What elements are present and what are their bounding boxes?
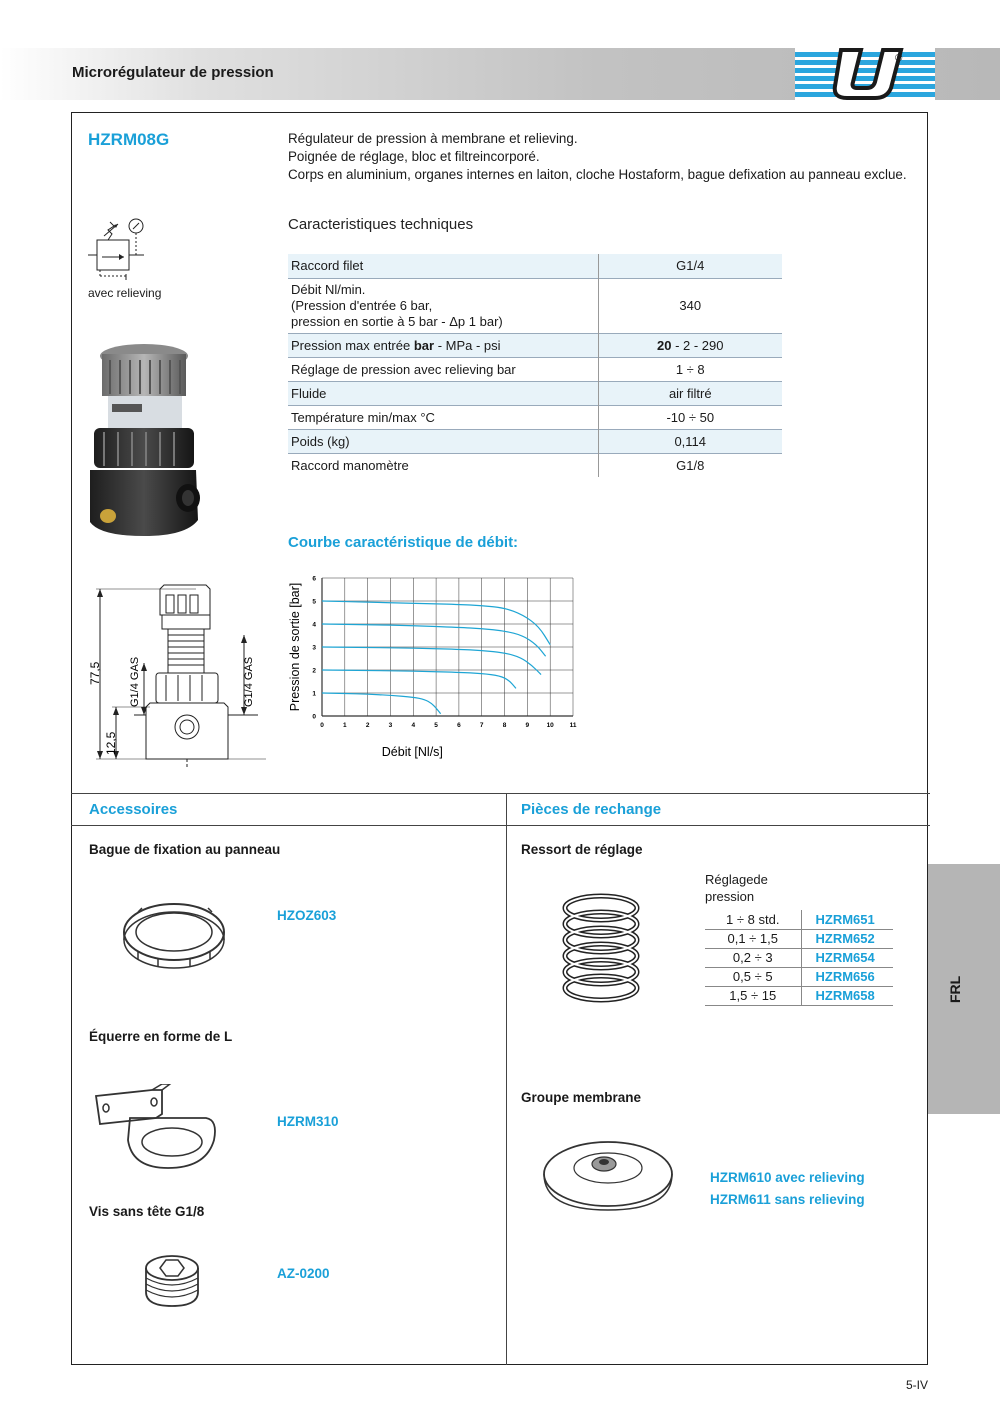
divider — [506, 793, 507, 1365]
table-row — [705, 929, 893, 948]
flow-chart — [282, 566, 582, 766]
y-tick-label: 1 — [312, 690, 316, 698]
description-line: Corps en aluminium, organes internes en laiton, cloche Hostaform, bague defixation au panneau exclue. — [288, 167, 907, 182]
x-tick-label: 6 — [457, 722, 461, 729]
symbol-label: avec relieving — [88, 286, 162, 300]
x-tick-label: 8 — [502, 722, 507, 729]
table-row — [288, 405, 782, 429]
description-line: Régulateur de pression à membrane et relieving. — [288, 131, 578, 146]
dimension-port-right: G1/4 GAS — [243, 656, 255, 707]
series-line — [322, 624, 546, 656]
table-row — [288, 254, 782, 278]
spec-value: air filtré — [598, 381, 782, 405]
spec-value: 1 ÷ 8 — [598, 357, 782, 381]
dimension-height: 77,5 — [88, 661, 102, 685]
y-tick-label: 3 — [312, 644, 316, 652]
x-tick-label: 3 — [388, 722, 393, 729]
x-tick-label: 4 — [411, 722, 416, 729]
specs-table — [288, 254, 782, 477]
x-tick-label: 5 — [434, 722, 438, 729]
spring-range: 1,5 ÷ 15 — [705, 986, 801, 1005]
spec-value: 340 — [598, 278, 782, 333]
table-row — [288, 357, 782, 381]
table-row — [705, 910, 893, 929]
brand-logo — [795, 48, 935, 100]
spec-label — [288, 278, 598, 333]
product-description — [288, 130, 912, 184]
spring-icon — [556, 890, 646, 1020]
table-row — [705, 948, 893, 967]
spec-value-rest: - 2 - 290 — [671, 337, 724, 353]
table-row — [288, 429, 782, 453]
spring-table-head — [705, 871, 768, 905]
chart-title: Courbe caractéristique de débit: — [288, 534, 519, 551]
y-tick-label: 5 — [312, 598, 316, 606]
dimension-drawing — [86, 575, 276, 775]
part-name: Groupe membrane — [521, 1090, 642, 1105]
accessory-code: HZRM310 — [277, 1114, 339, 1129]
spec-label-line: pression en sortie à 5 bar - Δp 1 bar) — [291, 313, 503, 329]
set-screw-icon — [140, 1252, 204, 1310]
y-tick-label: 6 — [312, 575, 316, 583]
page-title: Microrégulateur de pression — [72, 64, 274, 81]
dimension-port-left: G1/4 GAS — [129, 656, 141, 707]
divider — [71, 793, 930, 794]
x-tick-label: 7 — [479, 722, 484, 729]
accessory-code: HZOZ603 — [277, 908, 337, 923]
regulator-symbol-icon — [88, 212, 148, 284]
spring-code: HZRM656 — [801, 967, 893, 986]
product-code: HZRM08G — [88, 130, 170, 149]
table-row — [705, 967, 893, 986]
part-name: Ressort de réglage — [521, 842, 643, 857]
spec-label: Température min/max °C — [291, 409, 435, 425]
spring-range: 0,1 ÷ 1,5 — [705, 929, 801, 948]
table-row — [288, 453, 782, 477]
l-bracket-icon — [90, 1084, 220, 1174]
spring-head-line: Réglagede — [705, 872, 768, 887]
y-tick-label: 0 — [312, 713, 316, 721]
membrane-icon — [538, 1132, 678, 1214]
spring-code: HZRM654 — [801, 948, 893, 967]
spring-head-line: pression — [705, 889, 755, 904]
spec-value — [598, 333, 782, 357]
spring-range: 1 ÷ 8 std. — [705, 910, 801, 929]
accessory-name: Équerre en forme de L — [89, 1029, 233, 1044]
y-axis-label: Pression de sortie [bar] — [288, 582, 302, 712]
divider — [71, 825, 930, 826]
product-photo — [86, 340, 246, 540]
x-tick-label: 0 — [320, 722, 324, 729]
series-line — [322, 670, 516, 688]
membrane-code: HZRM611 sans relieving — [710, 1192, 865, 1207]
spring-code: HZRM658 — [801, 986, 893, 1005]
spec-label: Réglage de pression avec relieving bar — [291, 361, 516, 377]
spec-label-line: (Pression d'entrée 6 bar, — [291, 297, 433, 313]
y-tick-label: 4 — [312, 621, 316, 629]
accessories-title: Accessoires — [89, 801, 178, 818]
series-line — [322, 693, 441, 714]
spring-code: HZRM651 — [801, 910, 893, 929]
spring-table — [705, 910, 893, 1006]
table-row — [288, 333, 782, 357]
spec-value: G1/8 — [598, 453, 782, 477]
frl-tab-label: FRL — [947, 975, 963, 1003]
spec-value: G1/4 — [598, 254, 782, 278]
spec-label: Raccord manomètre — [291, 457, 409, 473]
page-number: 5-IV — [906, 1378, 929, 1392]
table-row — [288, 381, 782, 405]
registered-mark: ® — [895, 53, 903, 64]
membrane-code: HZRM610 avec relieving — [710, 1170, 865, 1185]
spec-label-unit: bar — [413, 337, 435, 353]
spring-code: HZRM652 — [801, 929, 893, 948]
spec-value: 0,114 — [598, 429, 782, 453]
spring-range: 0,2 ÷ 3 — [705, 948, 801, 967]
x-tick-label: 1 — [343, 722, 347, 729]
spec-value-bold: 20 — [657, 337, 672, 353]
x-tick-label: 2 — [365, 722, 370, 729]
frl-side-tab — [928, 864, 1000, 1114]
table-row — [288, 278, 782, 333]
accessory-name: Bague de fixation au panneau — [89, 842, 281, 857]
spec-value: -10 ÷ 50 — [598, 405, 782, 429]
spec-label-line: Débit Nl/min. — [291, 281, 366, 297]
x-tick-label: 10 — [546, 722, 554, 729]
y-tick-label: 2 — [312, 667, 316, 675]
accessory-name: Vis sans tête G1/8 — [89, 1204, 205, 1219]
specs-title: Caracteristiques techniques — [288, 216, 474, 233]
x-axis-label: Débit [Nl/s] — [381, 745, 443, 759]
x-tick-label: 9 — [525, 722, 530, 729]
parts-title: Pièces de rechange — [521, 801, 662, 818]
spec-label: Raccord filet — [291, 258, 364, 274]
spec-label-part: Pression max entrée — [291, 337, 414, 353]
spring-range: 0,5 ÷ 5 — [705, 967, 801, 986]
description-line: Poignée de réglage, bloc et filtreincorporé. — [288, 149, 540, 164]
fixing-ring-icon — [118, 898, 230, 972]
spec-label-part: - MPa - psi — [434, 337, 501, 353]
spec-label — [288, 333, 598, 357]
x-tick-label: 11 — [569, 722, 577, 729]
spec-label: Fluide — [291, 385, 327, 401]
table-row — [705, 986, 893, 1005]
spec-label: Poids (kg) — [291, 433, 350, 449]
dimension-base: 12,5 — [104, 731, 118, 755]
accessory-code: AZ-0200 — [277, 1266, 330, 1281]
